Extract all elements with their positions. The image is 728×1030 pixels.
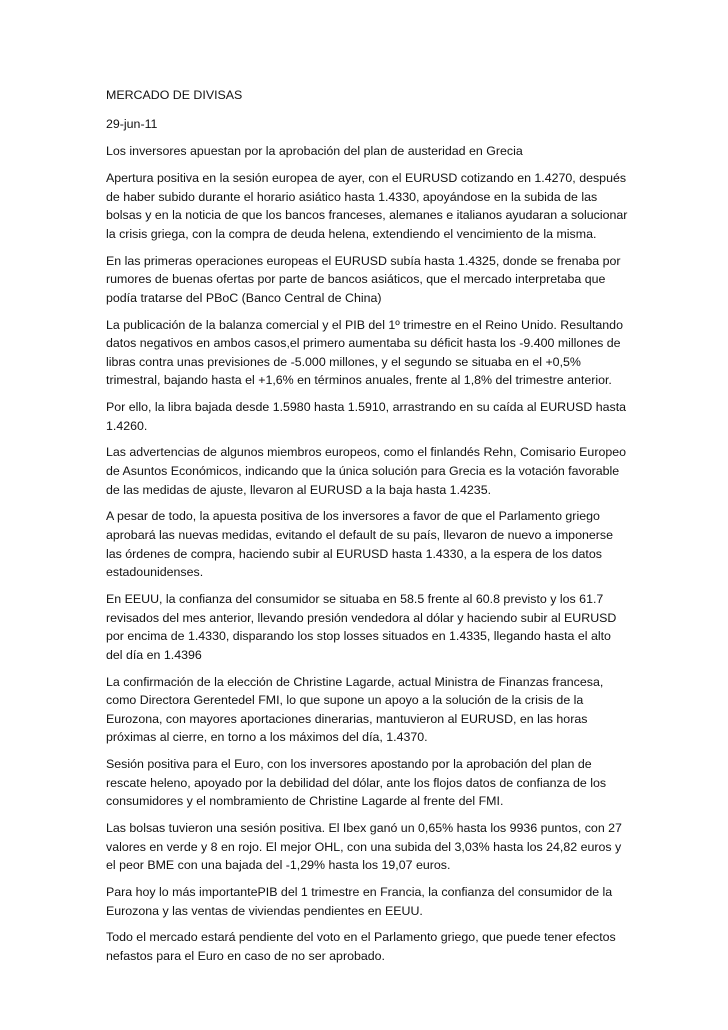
- paragraph-5: Las advertencias de algunos miembros europeos, como el finlandés Rehn, Comisario Europeo de Asuntos Económicos, indicando que la única solución para Grecia es la votación favorable de las medidas de ajuste, llevaron al EURUSD a la baja hasta 1.4235.: [106, 445, 627, 497]
- paragraph-12: Todo el mercado estará pendiente del voto en el Parlamento griego, que puede tener efectos nefastos para el Euro en caso de no ser aprobado.: [106, 930, 616, 963]
- paragraph-8: La confirmación de la elección de Christine Lagarde, actual Ministra de Finanzas francesa, como Directora Gerentedel FMI, lo que supone un apoyo a la solución de la crisis de la Eurozona, con mayores aportaciones dinerarias, mantuvieron al EURUSD, en las horas próximas al cierre, en torno a los máximos del día, 1.4370.: [106, 674, 604, 745]
- paragraph-11: Para hoy lo más importantePIB del 1 trimestre en Francia, la confianza del consumidor de la Eurozona y las ventas de viviendas pendientes en EEUU.: [106, 885, 613, 918]
- paragraph-3: La publicación de la balanza comercial y el PIB del 1º trimestre en el Reino Unido. Resultando datos negativos en ambos casos,el primero aumentaba su déficit hasta los -9.400 millones de libras contra unas previsiones de -5.000 millones, y el segundo se situaba en el +0,5% trimestral, bajando hasta el +1,6% en términos anuales, frente al 1,8% del trimestre anterior.: [106, 317, 623, 388]
- paragraph-4: Por ello, la libra bajada desde 1.5980 hasta 1.5910, arrastrando en su caída al EURUSD hasta 1.4260.: [106, 400, 627, 433]
- paragraph-1: Apertura positiva en la sesión europea de ayer, con el EURUSD cotizando en 1.4270, después de haber subido durante el horario asiático hasta 1.4330, apoyándose en la subida de las bolsas y en la noticia de que los bancos franceses, alemanes e italianos ayudaran a solucionar la crisis griega, con la compra de deuda helena, extendiendo el vencimiento de la misma.: [106, 170, 628, 241]
- paragraph-6: A pesar de todo, la apuesta positiva de los inversores a favor de que el Parlamento griego aprobará las nuevas medidas, evitando el default de su país, llevaron de nuevo a imponerse las órdenes de compra, haciendo subir al EURUSD hasta 1.4330, a la espera de los datos estadounidenses.: [106, 509, 613, 580]
- document-date: 29-jun-11: [106, 116, 158, 131]
- paragraph-7: En EEUU, la confianza del consumidor se situaba en 58.5 frente al 60.8 previsto y los 61.7 revisados del mes anterior, llevando presión vendedora al dólar y haciendo subir al EURUSD por encima de 1.4330, disparando los stop losses situados en 1.4335, llegando hasta el alto del día en 1.4396: [106, 591, 617, 662]
- section-title: MERCADO DE DIVISAS: [106, 88, 243, 102]
- headline: Los inversores apuestan por la aprobación del plan de austeridad en Grecia: [106, 144, 523, 159]
- paragraph-10: Las bolsas tuvieron una sesión positiva. El Ibex ganó un 0,65% hasta los 9936 puntos, con 27 valores en verde y 8 en rojo. El mejor OHL, con una subida del 3,03% hasta los 24,82 euros y el peor BME con una bajada del -1,29% hasta los 19,07 euros.: [106, 821, 622, 873]
- paragraph-2: En las primeras operaciones europeas el EURUSD subía hasta 1.4325, donde se frenaba por rumores de buenas ofertas por parte de bancos asiáticos, que el mercado interpretaba que podía tratarse del PBoC (Banco Central de China): [106, 253, 621, 305]
- document-page: [106, 86, 630, 974]
- paragraph-9: Sesión positiva para el Euro, con los inversores apostando por la aprobación del plan de rescate heleno, apoyado por la debilidad del dólar, ante los flojos datos de confianza de los consumidores y el nombramiento de Christine Lagarde al frente del FMI.: [106, 757, 607, 809]
